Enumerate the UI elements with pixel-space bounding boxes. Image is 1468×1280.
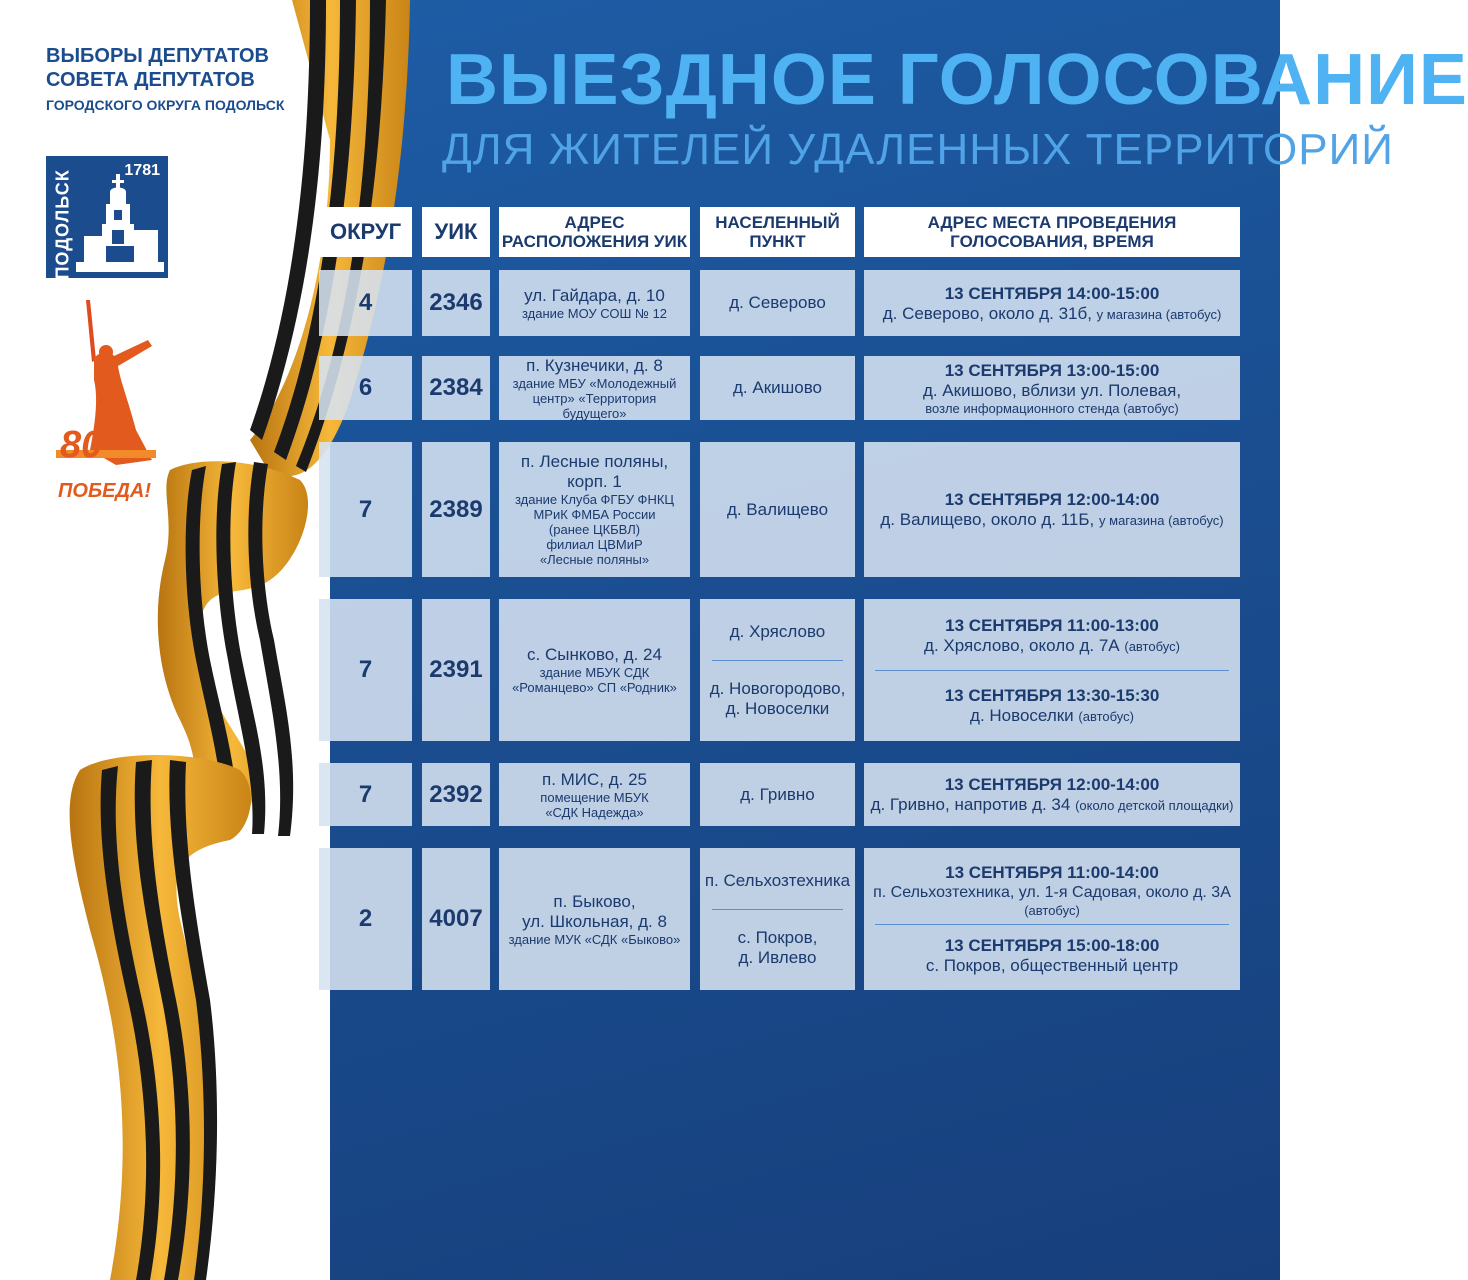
row-5-uik xyxy=(422,763,490,826)
row-1-address-text: ул. Гайдара, д. 10 xyxy=(524,285,665,305)
row-4-time-b: 13 СЕНТЯБРЯ 13:30-15:30 xyxy=(944,685,1160,705)
col-header-okrug-text: ОКРУГ xyxy=(329,219,402,244)
row-6-okrug xyxy=(319,848,412,990)
row-3-time: 13 СЕНТЯБРЯ 12:00-14:00 xyxy=(944,490,1160,509)
row-5-place-text: д. Гривно, напротив д. 34 xyxy=(870,795,1071,814)
row-3-note-1: здание Клуба ФГБУ ФНКЦ xyxy=(514,492,675,507)
row-4-locality xyxy=(700,599,855,741)
row-4-address-note-1: здание МБУК СДК xyxy=(539,665,650,680)
row-6-locality-b-1: с. Покров, xyxy=(737,927,818,947)
row-2-uik-text: 2384 xyxy=(429,374,483,401)
row-4-locality-b-1: д. Новогородово, xyxy=(709,678,846,698)
row-5-okrug xyxy=(319,763,412,826)
row-6-address-note: здание МУК «СДК «Быково» xyxy=(508,931,681,947)
row-2-okrug xyxy=(319,356,412,420)
row-5-uik-text: 2392 xyxy=(429,780,483,808)
row-5-address-note-2: «СДК Надежда» xyxy=(545,804,644,820)
row-3-place xyxy=(864,442,1240,577)
row-2-address-text: п. Кузнечики, д. 8 xyxy=(526,355,663,375)
col-header-locality-line2: ПУНКТ xyxy=(749,232,806,251)
row-6-time-b: 13 СЕНТЯБРЯ 15:00-18:00 xyxy=(944,936,1160,955)
row-5-time: 13 СЕНТЯБРЯ 12:00-14:00 xyxy=(944,775,1160,794)
row-4-address-text: с. Сынково, д. 24 xyxy=(527,645,662,664)
election-header xyxy=(46,44,284,113)
row-4-place-divider xyxy=(875,670,1228,671)
row-6-place-divider xyxy=(875,924,1228,925)
col-header-uik-text: УИК xyxy=(434,219,478,244)
col-header-address-line1: АДРЕС xyxy=(564,213,625,232)
row-4-address xyxy=(499,599,690,741)
row-3-locality xyxy=(700,442,855,577)
row-1-uik-text: 2346 xyxy=(429,289,483,316)
col-header-address-line2: РАСПОЛОЖЕНИЯ УИК xyxy=(501,232,688,251)
col-header-place-line2: ГОЛОСОВАНИЯ, ВРЕМЯ xyxy=(950,232,1154,251)
row-3-note-5: «Лесные поляны» xyxy=(539,552,650,567)
row-1-address xyxy=(499,270,690,336)
victory-80-emblem xyxy=(56,300,166,510)
row-2-place-note: возле информационного стенда (автобус) xyxy=(925,401,1179,416)
col-header-locality xyxy=(700,207,855,257)
row-4-okrug xyxy=(319,599,412,741)
row-4-uik-text: 2391 xyxy=(429,656,483,683)
row-2-address-note-1: здание МБУ «Молодежный xyxy=(512,375,677,391)
row-6-place-b: с. Покров, общественный центр xyxy=(925,956,1179,975)
row-3-uik-text: 2389 xyxy=(429,495,483,523)
row-6-locality-b-2: д. Ивлево xyxy=(738,947,817,967)
row-4-locality-b-2: д. Новоселки xyxy=(725,698,830,718)
row-3-uik xyxy=(422,442,490,577)
row-1-uik xyxy=(422,270,490,336)
row-4-time-a: 13 СЕНТЯБРЯ 11:00-13:00 xyxy=(945,615,1159,635)
row-5-locality xyxy=(700,763,855,826)
row-4-place xyxy=(864,599,1240,741)
row-4-locality-a: д. Хряслово xyxy=(729,621,826,641)
row-3-note-4: филиал ЦВМиР xyxy=(546,537,643,552)
col-header-address xyxy=(499,207,690,257)
row-2-locality xyxy=(700,356,855,420)
row-6-place-a-note: (автобус) xyxy=(1024,903,1080,918)
row-4-address-note-2: «Романцево» СП «Родник» xyxy=(512,680,677,695)
row-5-locality-text: д. Гривно xyxy=(740,784,815,804)
row-1-locality-text: д. Северово xyxy=(729,293,826,312)
col-header-place xyxy=(864,207,1240,257)
col-header-uik xyxy=(422,207,490,257)
row-5-okrug-text: 7 xyxy=(358,780,373,808)
victory-word: ПОБЕДА! xyxy=(58,480,151,502)
row-6-locality-a: п. Сельхозтехника xyxy=(704,870,851,890)
row-2-place-text: д. Акишово, вблизи ул. Полевая, xyxy=(922,381,1182,400)
row-1-address-note: здание МОУ СОШ № 12 xyxy=(521,305,668,321)
row-3-place-text: д. Валищево, около д. 11Б, xyxy=(880,510,1095,529)
row-1-time: 13 СЕНТЯБРЯ 14:00-15:00 xyxy=(944,283,1160,303)
row-3-address-line1: п. Лесные поляны, xyxy=(520,452,669,471)
row-1-place-text: д. Северово, около д. 31б, xyxy=(882,303,1092,323)
victory-number: 80 xyxy=(60,424,103,466)
row-6-uik xyxy=(422,848,490,990)
row-1-okrug-text: 4 xyxy=(358,289,373,316)
row-2-place xyxy=(864,356,1240,420)
crest-city: ПОДОЛЬСК xyxy=(52,169,73,280)
row-2-uik xyxy=(422,356,490,420)
row-6-address xyxy=(499,848,690,990)
row-6-place-a: п. Сельхозтехника, ул. 1-я Садовая, около д. 3А xyxy=(873,884,1231,901)
page-subtitle: ДЛЯ ЖИТЕЛЕЙ УДАЛЕННЫХ ТЕРРИТОРИЙ xyxy=(442,125,1394,174)
row-1-locality xyxy=(700,270,855,336)
row-5-place xyxy=(864,763,1240,826)
row-4-place-b-note: (автобус) xyxy=(1078,708,1134,724)
election-header-line-1: ВЫБОРЫ ДЕПУТАТОВ xyxy=(46,45,269,67)
row-2-time: 13 СЕНТЯБРЯ 13:00-15:00 xyxy=(944,361,1160,380)
row-4-uik xyxy=(422,599,490,741)
election-header-line-3: ГОРОДСКОГО ОКРУГА ПОДОЛЬСК xyxy=(46,97,285,113)
row-4-locality-divider xyxy=(712,660,842,661)
row-2-address-note-2: центр» «Территория будущего» xyxy=(532,390,657,421)
row-2-okrug-text: 6 xyxy=(358,374,373,401)
row-3-okrug-text: 7 xyxy=(358,495,373,523)
row-6-time-a: 13 СЕНТЯБРЯ 11:00-14:00 xyxy=(945,863,1159,882)
col-header-okrug xyxy=(319,207,412,257)
row-6-uik-text: 4007 xyxy=(429,905,483,932)
row-1-place-note: у магазина (автобус) xyxy=(1096,306,1222,322)
crest-year: 1781 xyxy=(124,162,160,179)
col-header-locality-line1: НАСЕЛЕННЫЙ xyxy=(715,213,840,232)
row-3-address xyxy=(499,442,690,577)
row-4-place-b: д. Новоселки xyxy=(970,705,1074,725)
col-header-place-line1: АДРЕС МЕСТА ПРОВЕДЕНИЯ xyxy=(927,213,1177,232)
row-5-address-text: п. МИС, д. 25 xyxy=(541,769,648,789)
row-2-address xyxy=(499,356,690,420)
row-6-locality xyxy=(700,848,855,990)
row-6-okrug-text: 2 xyxy=(358,905,373,932)
row-2-locality-text: д. Акишово xyxy=(732,378,823,397)
church-icon xyxy=(76,170,164,274)
row-1-okrug xyxy=(319,270,412,336)
row-5-place-note: (около детской площадки) xyxy=(1075,798,1234,813)
row-3-place-note: у магазина (автобус) xyxy=(1099,513,1224,528)
row-1-place xyxy=(864,270,1240,336)
row-5-address-note-1: помещение МБУК xyxy=(540,789,649,805)
row-6-locality-divider xyxy=(712,909,842,910)
row-3-note-3: (ранее ЦКБВЛ) xyxy=(548,522,641,537)
row-3-note-2: МРиК ФМБА России xyxy=(533,507,656,522)
row-3-locality-text: д. Валищево xyxy=(726,499,829,519)
election-header-line-2: СОВЕТА ДЕПУТАТОВ xyxy=(46,69,255,91)
row-3-okrug xyxy=(319,442,412,577)
row-4-place-a: д. Хряслово, около д. 7А xyxy=(924,635,1120,655)
row-3-address-line2: корп. 1 xyxy=(567,472,622,491)
row-6-place xyxy=(864,848,1240,990)
row-6-address-line1: п. Быково, xyxy=(553,891,636,911)
page-title: ВЫЕЗДНОЕ ГОЛОСОВАНИЕ xyxy=(446,40,1468,120)
podolsk-crest-logo xyxy=(46,156,168,278)
row-4-place-a-note: (автобус) xyxy=(1124,638,1180,654)
row-5-address xyxy=(499,763,690,826)
row-6-address-line2: ул. Школьная, д. 8 xyxy=(522,911,667,931)
row-4-okrug-text: 7 xyxy=(358,656,373,683)
